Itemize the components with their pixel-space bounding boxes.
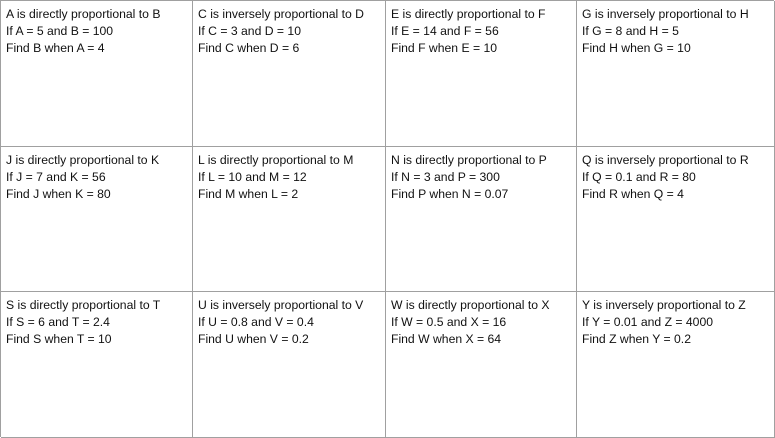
cell-statement: Q is inversely proportional to R [582,153,749,167]
cell-given: If W = 0.5 and X = 16 [391,315,507,329]
cell-given: If U = 0.8 and V = 0.4 [198,315,314,329]
cell-given: If A = 5 and B = 100 [6,24,114,38]
cell-given: If G = 8 and H = 5 [582,24,679,38]
cell-statement: N is directly proportional to P [391,153,547,167]
question-cell [577,147,775,292]
cell-question: Find J when K = 80 [6,187,111,201]
cell-question: Find F when E = 10 [391,41,498,55]
question-cell [386,292,577,438]
question-cell [1,147,193,292]
question-cell [193,147,386,292]
question-cell [193,292,386,438]
cell-given: If E = 14 and F = 56 [391,24,499,38]
question-cell [577,1,775,147]
cell-question: Find R when Q = 4 [582,187,684,201]
cell-given: If L = 10 and M = 12 [198,170,307,184]
cell-question: Find B when A = 4 [6,41,105,55]
cell-statement: S is directly proportional to T [6,298,161,312]
cell-statement: G is inversely proportional to H [582,7,749,21]
cell-statement: U is inversely proportional to V [198,298,364,312]
cell-question: Find C when D = 6 [198,41,300,55]
cell-question: Find U when V = 0.2 [198,332,309,346]
question-cell [386,147,577,292]
cell-given: If N = 3 and P = 300 [391,170,500,184]
cell-statement: J is directly proportional to K [6,153,160,167]
cell-question: Find Z when Y = 0.2 [582,332,691,346]
cell-question: Find W when X = 64 [391,332,502,346]
cell-question: Find P when N = 0.07 [391,187,509,201]
cell-statement: C is inversely proportional to D [198,7,364,21]
question-cell [1,1,193,147]
cell-given: If S = 6 and T = 2.4 [6,315,110,329]
question-cell [386,1,577,147]
question-cell [577,292,775,438]
cell-question: Find H when G = 10 [582,41,691,55]
question-cell [193,1,386,147]
cell-statement: A is directly proportional to B [6,7,161,21]
cell-given: If Q = 0.1 and R = 80 [582,170,696,184]
cell-statement: L is directly proportional to M [198,153,354,167]
cell-question: Find M when L = 2 [198,187,299,201]
cell-given: If Y = 0.01 and Z = 4000 [582,315,714,329]
cell-statement: Y is inversely proportional to Z [582,298,746,312]
cell-statement: E is directly proportional to F [391,7,546,21]
cell-given: If C = 3 and D = 10 [198,24,301,38]
cell-question: Find S when T = 10 [6,332,112,346]
question-cell [1,292,193,438]
cell-given: If J = 7 and K = 56 [6,170,106,184]
cell-statement: W is directly proportional to X [391,298,550,312]
